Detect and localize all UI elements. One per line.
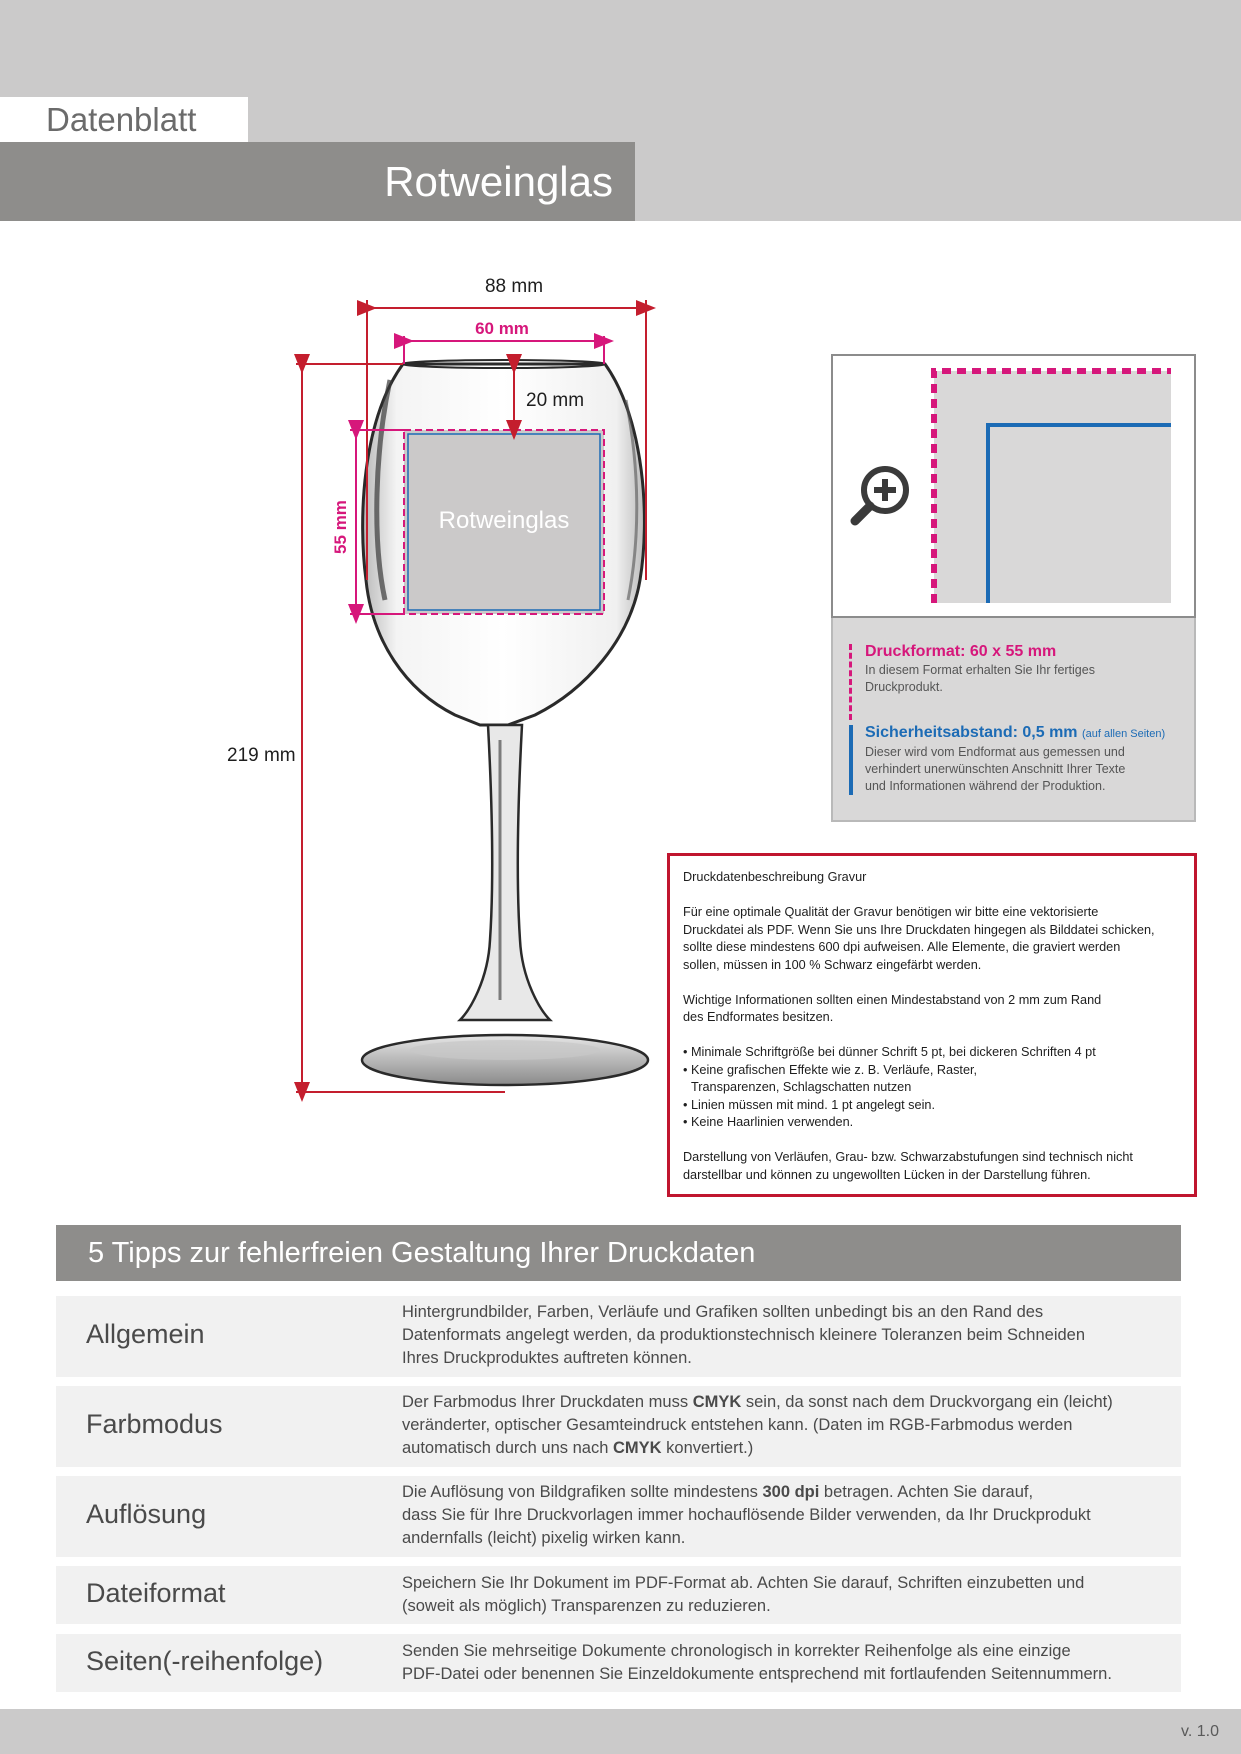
- druckformat-marker: [849, 644, 856, 720]
- datenblatt-text: Datenblatt: [46, 101, 197, 138]
- tip-row-aufloesung: [56, 1476, 1181, 1557]
- tips-header: [56, 1225, 1181, 1281]
- tips-title: 5 Tipps zur fehlerfreien Gestaltung Ihrer Druckdaten: [88, 1237, 756, 1269]
- product-title: Rotweinglas: [384, 158, 613, 205]
- tip-text: Der Farbmodus Ihrer Druckdaten muss CMYK sein, da sonst nach dem Druckvorgang ein (leicht) veränderter, optischer Gesamteindruck entstehen kann. (Daten im RGB-Farbmodus werden automatisch durch uns nach CMYK konvertiert.): [402, 1393, 1113, 1457]
- bullet-item: • Minimale Schriftgröße bei dünner Schrift 5 pt, bei dickeren Schriften 4 pt: [683, 1045, 1096, 1059]
- print-data-description: [667, 853, 1197, 1197]
- version-label: v. 1.0: [1181, 1723, 1219, 1740]
- dim-top-offset: 20 mm: [526, 390, 585, 411]
- tip-text: Die Auflösung von Bildgrafiken sollte mindestens 300 dpi betragen. Achten Sie darauf, dass Sie für Ihre Druckvorlagen immer hochauflösende Bilder verwenden, da Ihr Druckprodukt andernfalls (leicht) pixelig wirken kann.: [402, 1483, 1091, 1547]
- tip-label: Allgemein: [86, 1319, 205, 1349]
- dim-width-total: 88 mm: [484, 276, 544, 297]
- tip-row-seitenreihenfolge: [56, 1634, 1181, 1692]
- description-bullets: [683, 1044, 1181, 1132]
- sicherheitsabstand-info: [865, 723, 1165, 795]
- tip-label: Auflösung: [86, 1499, 207, 1529]
- tip-row-farbmodus: [56, 1386, 1181, 1467]
- product-title-bar: [0, 142, 635, 221]
- sicherheitsabstand-text-3: und Informationen während der Produktion.: [865, 779, 1106, 793]
- sicherheitsabstand-marker: [849, 725, 853, 795]
- druckformat-title: Druckformat: 60 x 55 mm: [865, 643, 1057, 660]
- document-type-label: [0, 97, 248, 142]
- tip-label: Farbmodus: [86, 1409, 223, 1439]
- tip-row-dateiformat: [56, 1566, 1181, 1624]
- zoom-in-icon: [855, 469, 906, 521]
- tip-text: Hintergrundbilder, Farben, Verläufe und Grafiken sollten unbedingt bis an den Rand des Datenformats angelegt werden, da produktionstechnisch kleinere Toleranzen beim Schneiden Ihres Druckproduktes auftreten können.: [402, 1303, 1086, 1367]
- zoom-detail-graphic: [833, 356, 1194, 616]
- druckformat-text-1: In diesem Format erhalten Sie Ihr fertiges: [865, 663, 1095, 677]
- bullet-item-continued: Transparenzen, Schlagschatten nutzen: [691, 1080, 912, 1094]
- zoom-legend: [831, 618, 1196, 822]
- tip-label: Seiten(-reihenfolge): [86, 1646, 324, 1676]
- sicherheitsabstand-title: Sicherheitsabstand: 0,5 mm: [865, 724, 1078, 741]
- description-paragraph-2: Wichtige Informationen sollten einen Mindestabstand von 2 mm zum Rand des Endformates besitzen.: [683, 992, 1102, 1024]
- description-title: Druckdatenbeschreibung Gravur: [683, 870, 867, 884]
- dim-print-width: 60 mm: [475, 319, 529, 338]
- sicherheitsabstand-text-2: verhindert unerwünschten Anschnitt Ihrer Texte: [865, 762, 1126, 776]
- druckformat-info: [865, 642, 1095, 696]
- bullet-item: • Keine Haarlinien verwenden.: [683, 1115, 854, 1129]
- bullet-item: • Keine grafischen Effekte wie z. B. Verläufe, Raster,: [683, 1062, 978, 1077]
- sicherheitsabstand-text-1: Dieser wird vom Endformat aus gemessen und: [865, 745, 1125, 759]
- tip-label: Dateiformat: [86, 1578, 226, 1608]
- glass-drawing: [200, 255, 660, 1105]
- footer-band: [0, 1709, 1241, 1754]
- dim-print-height: 55 mm: [331, 500, 350, 554]
- description-paragraph-1: Für eine optimale Qualität der Gravur benötigen wir bitte eine vektorisierte Druckdatei als PDF. Wenn Sie uns Ihre Druckdaten hingegen als Bilddatei schicken, sollte diese mindestens 600 dpi aufweisen. Alle Elemente, die graviert werden sollen, müssen in 100 % Schwarz eingefärbt werden.: [683, 905, 1155, 972]
- dim-total-height: 219 mm: [227, 745, 296, 766]
- tip-text: Speichern Sie Ihr Dokument im PDF-Format ab. Achten Sie darauf, Schriften einzubetten und (soweit als möglich) Transparenzen zu reduzieren.: [402, 1574, 1085, 1615]
- bullet-item: • Linien müssen mit mind. 1 pt angelegt sein.: [683, 1097, 935, 1112]
- tip-text: Senden Sie mehrseitige Dokumente chronologisch in korrekter Reihenfolge als eine einzige PDF-Datei oder benennen Sie Einzeldokumente entsprechend mit fortlaufenden Seitennummern.: [402, 1642, 1112, 1683]
- print-area-label: Rotweinglas: [438, 507, 570, 534]
- tip-row-allgemein: [56, 1296, 1181, 1377]
- glass-stem: [460, 725, 550, 1020]
- description-paragraph-3: Darstellung von Verläufen, Grau- bzw. Schwarzabstufungen sind technisch nicht darstellbar und können zu ungewollten Lücken in der Darstellung führen.: [683, 1150, 1133, 1182]
- druckformat-text-2: Druckprodukt.: [865, 680, 943, 694]
- zoom-detail-panel: [831, 354, 1196, 618]
- sicherheitsabstand-note: (auf allen Seiten): [1081, 728, 1166, 740]
